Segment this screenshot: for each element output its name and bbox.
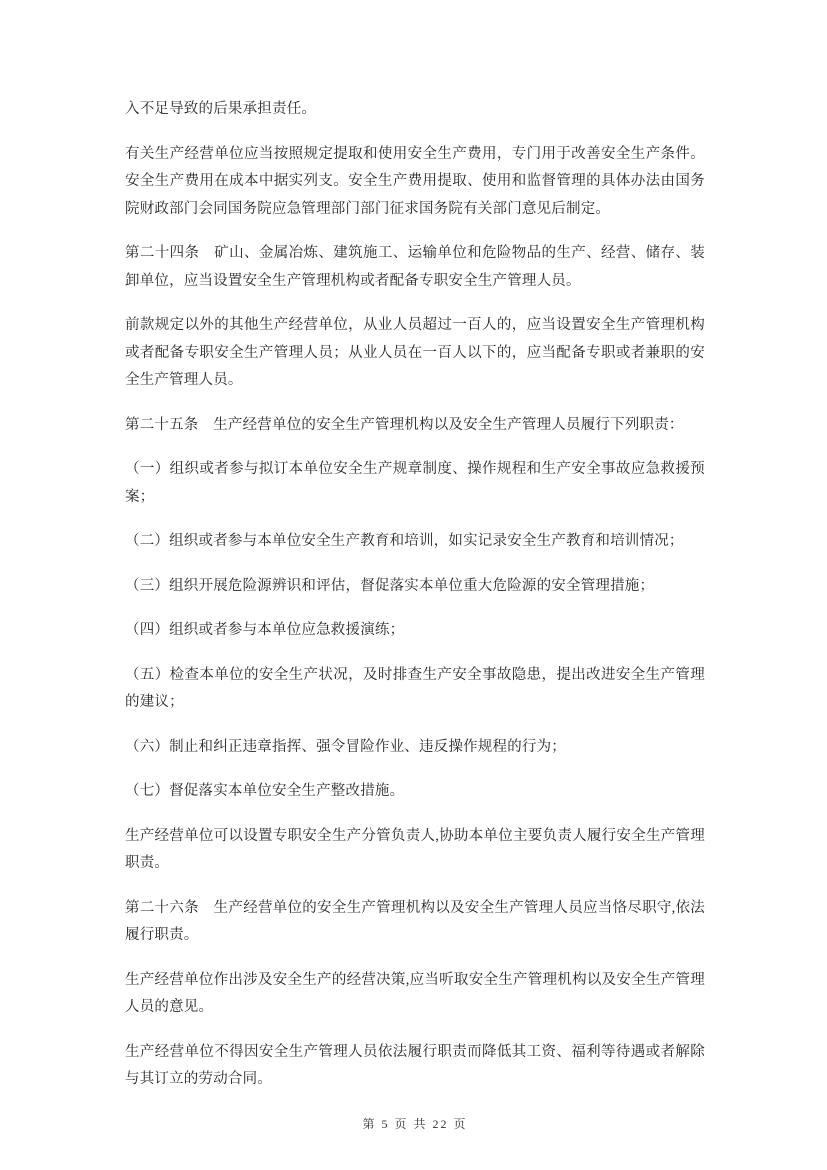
paragraph: （二）组织或者参与本单位安全生产教育和培训，如实记录安全生产教育和培训情况； bbox=[125, 533, 684, 549]
paragraph: （三）组织开展危险源辨识和评估，督促落实本单位重大危险源的安全管理措施； bbox=[125, 577, 655, 594]
paragraph: （六）制止和纠正违章指挥、强令冒险作业、违反操作规程的行为； bbox=[125, 738, 566, 755]
paragraph: 第二十五条 生产经营单位的安全生产管理机构以及安全生产管理人员履行下列职责： bbox=[125, 416, 684, 433]
paragraph: 有关生产经营单位应当按照规定提取和使用安全生产费用，专门用于改善安全生产条件。安全生产费用在成本中据实列支。安全生产费用提取、使用和监督管理的具体办法由国务院财政部门会同国务院应急管理部门部门征求国务院有关部门意见后制定。 bbox=[125, 145, 705, 217]
paragraph: 入不足导致的后果承担责任。 bbox=[125, 101, 317, 117]
paragraph: 生产经营单位作出涉及安全生产的经营决策,应当听取安全生产管理机构以及安全生产管理人员的意见。 bbox=[125, 971, 705, 1015]
paragraph: （五）检查本单位的安全生产状况，及时排查生产安全事故隐患，提出改进安全生产管理的建议； bbox=[125, 666, 705, 710]
paragraph: （四）组织或者参与本单位应急救援演练； bbox=[125, 622, 405, 638]
paragraph: （一）组织或者参与拟订本单位安全生产规章制度、操作规程和生产安全事故应急救援预案； bbox=[125, 461, 705, 505]
paragraph: （七）督促落实本单位安全生产整改措施。 bbox=[125, 783, 405, 799]
paragraph: 前款规定以外的其他生产经营单位，从业人员超过一百人的，应当设置安全生产管理机构或者配备专职安全生产管理人员；从业人员在一百人以下的，应当配备专职或者兼职的安全生产管理人员。 bbox=[125, 317, 705, 388]
page-number-footer: 第 5 页 共 22 页 bbox=[362, 1116, 468, 1131]
paragraph: 第二十六条 生产经营单位的安全生产管理机构以及安全生产管理人员应当恪尽职守,依法履行职责。 bbox=[125, 899, 705, 943]
paragraph: 生产经营单位可以设置专职安全生产分管负责人,协助本单位主要负责人履行安全生产管理职责。 bbox=[125, 827, 705, 871]
document-body bbox=[125, 96, 705, 1094]
paragraph: 第二十四条 矿山、金属冶炼、建筑施工、运输单位和危险物品的生产、经营、储存、装卸单位，应当设置安全生产管理机构或者配备专职安全生产管理人员。 bbox=[125, 245, 705, 289]
paragraph: 生产经营单位不得因安全生产管理人员依法履行职责而降低其工资、福利等待遇或者解除与其订立的劳动合同。 bbox=[125, 1043, 705, 1087]
